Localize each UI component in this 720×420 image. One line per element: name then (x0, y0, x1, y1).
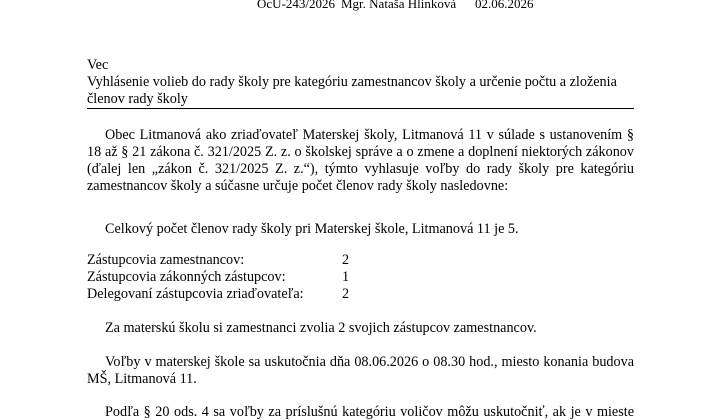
representative-row (87, 286, 387, 303)
election-paragraph (87, 354, 634, 388)
intro-line: 18 až § 21 zákona č. 321/2025 Z. z. o školskej správe a o zmene a doplnení niektorých zákonov (87, 144, 634, 160)
legal-line: Podľa § 20 ods. 4 sa voľby za príslušnú kategóriu voličov môžu uskutočniť, ak je v mieste (105, 404, 634, 420)
subject-label: Vec (87, 57, 109, 73)
employee-choice-paragraph (87, 320, 634, 337)
representative-row (87, 269, 387, 286)
representative-label: Zástupcovia zákonných zástupcov: (87, 269, 286, 285)
representative-label: Delegovaní zástupcovia zriaďovateľa: (87, 286, 304, 302)
representative-count: 1 (342, 269, 350, 285)
intro-line: zamestnancov školy a súčasne určuje počet členov rady školy nasledovne: (87, 178, 509, 194)
subject-title-line-1: Vyhlásenie volieb do rady školy pre kategóriu zamestnancov školy a určenie počtu a zloženia (87, 74, 617, 90)
subject-title-line-2: členov rady školy (87, 91, 188, 107)
intro-paragraph (87, 127, 634, 195)
author-name: Mgr. Nataša Hlinková (341, 0, 457, 11)
representative-count: 2 (342, 286, 350, 302)
subject-block (87, 57, 635, 108)
document-header (0, 0, 720, 14)
total-members-text: Celkový počet členov rady školy pri Materskej škole, Litmanová 11 je 5. (105, 221, 519, 237)
election-line: MŠ, Litmanová 11. (87, 371, 197, 387)
intro-line: Obec Litmanová ako zriaďovateľ Materskej školy, Litmanová 11 v súlade s ustanovením § (105, 127, 634, 143)
legal-paragraph (87, 404, 634, 420)
intro-line: (ďalej len „zákon č. 321/2025 Z. z.“), týmto vyhlasuje voľby do rady školy pre kategóriu (87, 161, 634, 177)
subject-divider (87, 108, 634, 109)
employee-choice-text: Za materskú školu si zamestnanci zvolia 2 svojich zástupcov zamestnancov. (105, 320, 537, 336)
total-members-paragraph (87, 221, 634, 238)
election-line: Voľby v materskej škole sa uskutočnia dňa 08.06.2026 o 08.30 hod., miesto konania budova (105, 354, 634, 370)
representatives-list (87, 252, 387, 303)
representative-count: 2 (342, 252, 350, 268)
document-date: 02.06.2026 (475, 0, 534, 11)
reference-number: OcU-243/2026 (257, 0, 335, 11)
representative-label: Zástupcovia zamestnancov: (87, 252, 245, 268)
representative-row (87, 252, 387, 269)
